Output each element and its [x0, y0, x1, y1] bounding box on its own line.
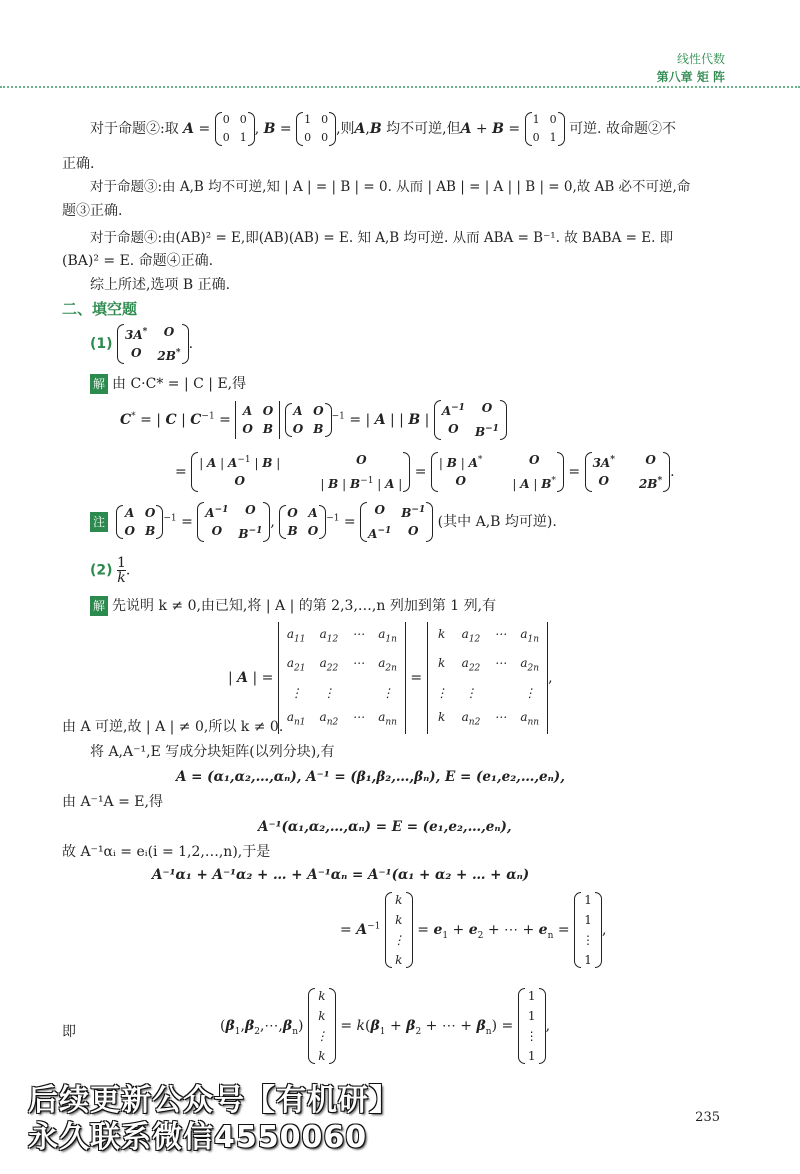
watermark-line-1: 后续更新公众号【有机研】 — [28, 1083, 400, 1118]
q1-solution-intro: 解 由 C·C* = | C | E,得 — [90, 374, 246, 394]
prop3-line: 对于命题③:由 A,B 均不可逆,知 | A | = | B | = 0. 从而 | AB | = | A | | B | = 0,故 AB 必不可逆,命 — [90, 179, 691, 195]
watermark-line-2: 永久联系微信4550060 — [28, 1120, 368, 1155]
prop3-line-end: 题③正确. — [62, 203, 123, 219]
q1-answer: (1) 3A* O O 2B* . — [90, 325, 194, 363]
prop2-line: 对于命题②:取 A = 0 0 0 1 , B = 1 0 0 0 ,则A,B 均不可逆,但A + B = 1 0 0 1 可逆. 故命题②不 — [90, 113, 676, 144]
line-therefore: 故 A⁻¹αᵢ = eᵢ(i = 1,2,…,n),于是 — [62, 844, 271, 860]
solution-tag-2: 解 — [90, 596, 108, 616]
line-from: 由 A⁻¹A = E,得 — [62, 794, 163, 810]
conclusion-line: 综上所述,选项 B 正确. — [90, 277, 231, 293]
header-divider — [0, 86, 800, 88]
q1-note: 注 A O O B $^{-1}$ = $A^{-1}$ O O $B^{-1}$ , O A B O $^{-1}$ = O $B^{-1}$ $A^{-1}$ O (其中 A,B 均可逆). — [90, 502, 557, 542]
prop2-line-end: 正确. — [62, 156, 95, 172]
section-title: 二、填空题 — [62, 300, 138, 318]
note-tag: 注 — [90, 512, 108, 532]
prop4-line: 对于命题④:由(AB)² = E,即(AB)(AB) = E. 知 A,B 均可逆. 从而 ABA = B⁻¹. 故 BABA = E. 即 — [90, 230, 674, 246]
header-book: 线性代数 — [676, 52, 725, 66]
solution-tag: 解 — [90, 374, 108, 394]
det-equation: | A | = $a_{11}$ $a_{12}$ ⋯ $a_{1n}$ $a_{21}$ $a_{22}$ ⋯ $a_{2n}$ ⋮ ⋮ ⋮ $a_{n1}$ $a_{n2}$ ⋯ $a_{nn}$ = k $a_{12}$ ⋯ $a_{1n}$ k $a_{22}$ ⋯ $a_{2n}$ ⋮ ⋮ ⋮ k $a_{n2}$ ⋯ $a_{nn}$ , — [228, 622, 553, 734]
line-partition: 将 A,A⁻¹,E 写成分块矩阵(以列分块),有 — [90, 744, 335, 760]
line-a-invertible: 由 A 可逆,故 | A | ≠ 0,所以 k ≠ 0. — [62, 719, 284, 735]
q1-derivation-2: = | A | $A^{-1}$ | B | O O | B | $B^{-1}$ | A | = | B | A* O O | A | B* = 3A* O O 2B* . — [175, 453, 675, 491]
q2-solution-intro: 解 先说明 k ≠ 0,由已知,将 | A | 的第 2,3,…,n 列加到第 1 列,有 — [90, 596, 496, 616]
eq-product: A⁻¹(α₁,α₂,…,αₙ) = E = (e₁,e₂,…,eₙ), — [258, 819, 512, 835]
eq-sum: A⁻¹α₁ + A⁻¹α₂ + … + A⁻¹αₙ = A⁻¹(α₁ + α₂ + … + αₙ) — [152, 867, 530, 883]
header-chapter: 第八章 矩 阵 — [656, 70, 725, 84]
q1-derivation-1: C* = | C | $C^{-1}$ = A O O B A O O B $^{-1}$ = | A | | B | $A^{-1}$ O O $B^{-1}$ — [120, 400, 507, 440]
eq-beta: $(\beta_1,\beta_2,\cdots,\beta_n)$ k k ⋮ k = $k(\beta_1 + \beta_2$ + ⋯ + $\beta_n$) = 1 1 ⋮ 1 , — [220, 989, 551, 1063]
line-ji: 即 — [62, 1024, 76, 1040]
eq-partition: A = (α₁,α₂,…,αₙ), A⁻¹ = (β₁,β₂,…,βₙ), E = (e₁,e₂,…,eₙ), — [176, 769, 565, 785]
prop4-line-end: (BA)² = E. 命题④正确. — [62, 253, 214, 269]
page-number: 235 — [695, 1110, 720, 1125]
q2-answer: (2) $\frac{1}{k}$. — [90, 555, 131, 586]
eq-sum-vectors: = $A^{-1}$ k k ⋮ k = $e_1 + e_2$ + ⋯ + $e_n$ = 1 1 ⋮ 1 , — [340, 893, 607, 967]
